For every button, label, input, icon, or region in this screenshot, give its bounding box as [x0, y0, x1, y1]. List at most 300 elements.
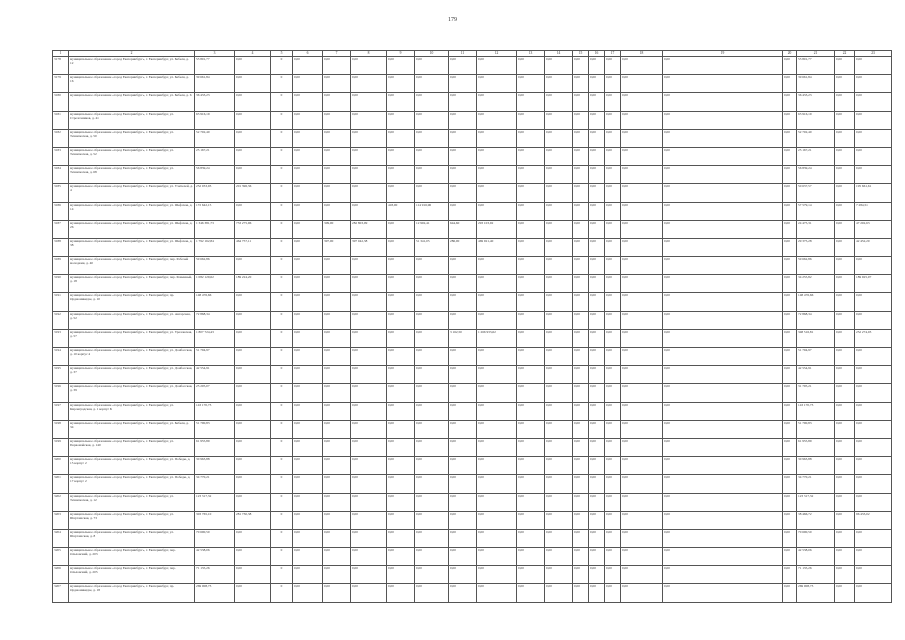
value-cell: 0,00 [235, 202, 271, 220]
value-cell: 0,00 [835, 329, 855, 347]
value-cell: 0,00 [573, 75, 589, 93]
value-cell: 397 042,38 [351, 238, 387, 256]
row-number: 3207 [53, 584, 69, 602]
value-cell: 0,00 [783, 548, 797, 566]
value-cell: 0,00 [589, 238, 605, 256]
value-cell: 0,00 [605, 566, 621, 584]
value-cell: 0,00 [477, 566, 517, 584]
table-row [53, 566, 892, 584]
address-cell: муниципальное образование «город Екатеринбург», г. Екатеринбург, ул. Ангарская, д. 52 [69, 311, 195, 329]
value-cell: 0,00 [605, 493, 621, 511]
value-cell: 0,00 [387, 220, 415, 238]
value-cell: 0,00 [783, 366, 797, 384]
value-cell: 0,00 [835, 184, 855, 202]
row-number: 3184 [53, 166, 69, 184]
value-cell: 418,00 [387, 202, 415, 220]
value-cell: 0,00 [235, 111, 271, 129]
page-number: 179 [448, 17, 457, 23]
value-cell: 0,00 [449, 475, 477, 493]
value-cell: 0,00 [351, 293, 387, 311]
row-number: 3204 [53, 529, 69, 547]
value-cell: 0,00 [855, 129, 892, 147]
value-cell: 469 921,40 [477, 238, 517, 256]
value-cell: 0,00 [387, 329, 415, 347]
value-cell: 0,00 [351, 493, 387, 511]
value-cell: 0,00 [573, 529, 589, 547]
table-row [53, 147, 892, 165]
value-cell: 0,00 [589, 257, 605, 275]
column-number: 7 [323, 51, 351, 57]
value-cell: 0,00 [783, 402, 797, 420]
value-cell: 0,00 [517, 384, 545, 402]
value-cell: 148 476,66 [195, 293, 235, 311]
value-cell: 50 637,57 [797, 184, 835, 202]
value-cell: 0,00 [621, 475, 663, 493]
value-cell: 0,00 [351, 566, 387, 584]
value-cell: 0,00 [351, 384, 387, 402]
row-number: 3183 [53, 147, 69, 165]
value-cell: 0,00 [621, 93, 663, 111]
value-cell: 0,00 [663, 475, 783, 493]
value-cell: 0,00 [323, 529, 351, 547]
value-cell: 0 [271, 511, 293, 529]
address-cell: муниципальное образование «город Екатеринбург», г. Екатеринбург, пер. Ольховский, д. 205 [69, 566, 195, 584]
value-cell: 0,00 [605, 584, 621, 602]
table-row [53, 329, 892, 347]
value-cell: 281 730,38 [235, 511, 271, 529]
table-row [53, 493, 892, 511]
value-cell: 0,00 [293, 184, 323, 202]
value-cell: 0,00 [517, 166, 545, 184]
value-cell: 0,00 [387, 384, 415, 402]
value-cell: 0,00 [449, 511, 477, 529]
value-cell: 0,00 [621, 366, 663, 384]
value-cell: 31 795,21 [797, 384, 835, 402]
value-cell: 0,00 [545, 584, 573, 602]
value-cell: 0,00 [235, 129, 271, 147]
value-cell: 0,00 [517, 93, 545, 111]
value-cell: 0,00 [387, 257, 415, 275]
value-cell: 0,00 [589, 566, 605, 584]
value-cell: 0,00 [855, 93, 892, 111]
value-cell: 34 255,82 [797, 275, 835, 293]
value-cell: 0 [271, 57, 293, 75]
value-cell: 0,00 [293, 438, 323, 456]
value-cell: 1 266 933,62 [477, 329, 517, 347]
value-cell: 0,00 [835, 402, 855, 420]
value-cell: 0,00 [293, 402, 323, 420]
table-row [53, 111, 892, 129]
value-cell: 0,00 [855, 166, 892, 184]
value-cell: 0,00 [663, 384, 783, 402]
value-cell: 0,00 [517, 475, 545, 493]
value-cell: 0,00 [449, 75, 477, 93]
column-number: 14 [545, 51, 573, 57]
value-cell: 0 [271, 311, 293, 329]
value-cell: 0,00 [415, 329, 449, 347]
value-cell: 0,00 [351, 129, 387, 147]
value-cell: 29 375,28 [797, 238, 835, 256]
value-cell: 0,00 [235, 420, 271, 438]
value-cell: 0,00 [351, 529, 387, 547]
value-cell: 0,00 [323, 548, 351, 566]
value-cell: 0,00 [573, 129, 589, 147]
value-cell: 0,00 [589, 147, 605, 165]
value-cell: 0,00 [783, 202, 797, 220]
value-cell: 0,00 [605, 202, 621, 220]
value-cell: 0,00 [589, 438, 605, 456]
value-cell: 0,00 [351, 257, 387, 275]
row-number: 3199 [53, 438, 69, 456]
value-cell: 0,00 [517, 311, 545, 329]
value-cell: 0,00 [517, 184, 545, 202]
value-cell: 0,00 [573, 402, 589, 420]
value-cell: 0,00 [783, 275, 797, 293]
value-cell: 0,00 [293, 202, 323, 220]
row-number: 3206 [53, 566, 69, 584]
value-cell: 0,00 [545, 384, 573, 402]
value-cell: 71 135,26 [797, 566, 835, 584]
value-cell: 0,00 [351, 57, 387, 75]
value-cell: 59 662,86 [797, 257, 835, 275]
value-cell: 0 [271, 348, 293, 366]
value-cell: 0,00 [589, 93, 605, 111]
value-cell: 189 925,07 [855, 275, 892, 293]
value-cell: 0,00 [415, 275, 449, 293]
value-cell: 0,00 [545, 348, 573, 366]
value-cell: 34 770,21 [195, 475, 235, 493]
value-cell: 0,00 [293, 566, 323, 584]
address-cell: муниципальное образование «город Екатеринбург», г. Екатеринбург, ул. Донбасская, д. 39 [69, 384, 195, 402]
value-cell: 0,00 [589, 75, 605, 93]
value-cell: 0,00 [573, 57, 589, 75]
value-cell: 0,00 [855, 475, 892, 493]
value-cell: 0,00 [605, 348, 621, 366]
value-cell: 72 868,34 [195, 311, 235, 329]
value-cell: 0,00 [477, 275, 517, 293]
value-cell: 0,00 [545, 202, 573, 220]
value-cell: 0,00 [415, 475, 449, 493]
value-cell: 0,00 [621, 166, 663, 184]
value-cell: 195 661,61 [855, 184, 892, 202]
row-number: 3198 [53, 420, 69, 438]
value-cell: 201 396,36 [235, 184, 271, 202]
column-number: 6 [293, 51, 323, 57]
value-cell: 0,00 [573, 366, 589, 384]
value-cell: 0,00 [545, 257, 573, 275]
value-cell: 0,00 [517, 566, 545, 584]
value-cell: 71 135,26 [195, 566, 235, 584]
value-cell: 42 538,06 [195, 548, 235, 566]
value-cell: 0,00 [663, 111, 783, 129]
value-cell: 0,00 [415, 129, 449, 147]
value-cell: 0,00 [835, 257, 855, 275]
value-cell: 0,00 [235, 366, 271, 384]
value-cell: 0,00 [855, 493, 892, 511]
value-cell: 0,00 [415, 293, 449, 311]
value-cell: 0,00 [293, 548, 323, 566]
value-cell: 0,00 [783, 329, 797, 347]
value-cell: 0,00 [449, 348, 477, 366]
table-row [53, 511, 892, 529]
table-row [53, 438, 892, 456]
value-cell: 0,00 [351, 329, 387, 347]
value-cell: 0,00 [351, 166, 387, 184]
table-row [53, 57, 892, 75]
address-cell: муниципальное образование «город Екатеринбург», г. Екатеринбург, ул. Шарташская, д. 73 [69, 511, 195, 529]
value-cell: 0,00 [517, 75, 545, 93]
value-cell: 0,00 [663, 275, 783, 293]
value-cell: 56 839,24 [195, 166, 235, 184]
value-cell: 0,00 [605, 293, 621, 311]
value-cell: 61 955,89 [195, 438, 235, 456]
value-cell: 0,00 [387, 420, 415, 438]
value-cell: 0,00 [589, 202, 605, 220]
value-cell: 0,00 [621, 384, 663, 402]
value-cell: 0,00 [323, 420, 351, 438]
value-cell: 0,00 [835, 420, 855, 438]
value-cell: 0 [271, 529, 293, 547]
value-cell: 70 690,50 [797, 529, 835, 547]
value-cell: 0,00 [663, 548, 783, 566]
table-row [53, 275, 892, 293]
value-cell: 0,00 [663, 293, 783, 311]
value-cell: 0,00 [621, 57, 663, 75]
value-cell: 53 801,77 [797, 57, 835, 75]
value-cell: 25 205,07 [195, 384, 235, 402]
value-cell: 0,00 [323, 257, 351, 275]
value-cell: 0,00 [235, 584, 271, 602]
value-cell: 0,00 [589, 384, 605, 402]
value-cell: 0,00 [293, 311, 323, 329]
column-number: 5 [271, 51, 293, 57]
table-row [53, 529, 892, 547]
value-cell: 0 [271, 202, 293, 220]
row-number: 3180 [53, 93, 69, 111]
value-cell: 0,00 [545, 366, 573, 384]
value-cell: 0,00 [589, 475, 605, 493]
value-cell: 59 662,86 [195, 257, 235, 275]
value-cell: 0,00 [783, 475, 797, 493]
value-cell: 0,00 [605, 111, 621, 129]
value-cell: 0,00 [387, 184, 415, 202]
value-cell: 0,00 [783, 529, 797, 547]
value-cell: 0,00 [415, 57, 449, 75]
address-cell: муниципальное образование «город Екатеринбург», г. Екатеринбург, ул. Учителей, д. 4 [69, 184, 195, 202]
column-number: 20 [783, 51, 797, 57]
value-cell: 0,00 [589, 166, 605, 184]
value-cell: 0,00 [621, 202, 663, 220]
value-cell: 0,00 [415, 457, 449, 475]
value-cell: 0,00 [589, 529, 605, 547]
value-cell: 0,00 [293, 384, 323, 402]
value-cell: 143 170,73 [195, 402, 235, 420]
value-cell: 0,00 [323, 111, 351, 129]
value-cell: 0,00 [387, 57, 415, 75]
value-cell: 0,00 [323, 493, 351, 511]
value-cell: 0,00 [449, 202, 477, 220]
address-cell: муниципальное образование «город Екатеринбург», г. Екатеринбург, ул. Техническая, д. 68 [69, 166, 195, 184]
value-cell: 0,00 [387, 366, 415, 384]
address-cell: муниципальное образование «город Екатеринбург», г. Екатеринбург, ул. Бебеля, д. 16 [69, 75, 195, 93]
address-cell: муниципальное образование «город Екатеринбург», г. Екатеринбург, ул. Донбасская, д. 37 [69, 366, 195, 384]
value-cell: 42 554,91 [195, 366, 235, 384]
value-cell: 0,00 [449, 438, 477, 456]
value-cell: 52 702,40 [797, 129, 835, 147]
value-cell: 309,00 [323, 220, 351, 238]
value-cell: 0,00 [387, 493, 415, 511]
value-cell: 286,00 [449, 238, 477, 256]
table-row [53, 166, 892, 184]
value-cell: 0,00 [783, 184, 797, 202]
value-cell: 0 [271, 129, 293, 147]
value-cell: 12 902,41 [415, 220, 449, 238]
table-row [53, 257, 892, 275]
value-cell: 51 794,97 [797, 348, 835, 366]
value-cell: 0,00 [589, 420, 605, 438]
value-cell: 0,00 [293, 511, 323, 529]
value-cell: 0,00 [621, 511, 663, 529]
row-number: 3187 [53, 220, 69, 238]
value-cell: 0,00 [621, 566, 663, 584]
address-cell: муниципальное образование «город Екатеринбург», г. Екатеринбург, ул. Стрелочников, д. 41 [69, 111, 195, 129]
value-cell: 114 916,96 [415, 202, 449, 220]
value-cell: 1 082 129,62 [195, 275, 235, 293]
value-cell: 0,00 [545, 511, 573, 529]
value-cell: 0,00 [589, 111, 605, 129]
value-cell: 0,00 [855, 566, 892, 584]
value-cell: 0,00 [477, 548, 517, 566]
value-cell: 0,00 [449, 111, 477, 129]
value-cell: 1 346 381,73 [195, 220, 235, 238]
value-cell: 0,00 [605, 529, 621, 547]
value-cell: 30 963,88 [797, 457, 835, 475]
table-row [53, 475, 892, 493]
value-cell: 0,00 [387, 402, 415, 420]
report-table-container [52, 50, 875, 603]
value-cell: 0,00 [415, 311, 449, 329]
table-row [53, 75, 892, 93]
value-cell: 0,00 [323, 202, 351, 220]
value-cell: 0,00 [545, 220, 573, 238]
value-cell: 189 224,20 [235, 275, 271, 293]
value-cell: 0,00 [477, 529, 517, 547]
value-cell: 36 433,23 [195, 93, 235, 111]
value-cell: 0,00 [589, 457, 605, 475]
value-cell: 0,00 [545, 438, 573, 456]
value-cell: 0,00 [449, 402, 477, 420]
value-cell: 0,00 [387, 275, 415, 293]
value-cell: 0,00 [855, 311, 892, 329]
value-cell: 0,00 [351, 202, 387, 220]
value-cell: 0,00 [387, 238, 415, 256]
value-cell: 0,00 [605, 457, 621, 475]
value-cell: 0,00 [663, 529, 783, 547]
value-cell: 0,00 [517, 420, 545, 438]
value-cell: 0 [271, 384, 293, 402]
value-cell: 0,00 [573, 166, 589, 184]
value-cell: 0,00 [323, 329, 351, 347]
row-number: 3203 [53, 511, 69, 529]
value-cell: 0,00 [545, 493, 573, 511]
value-cell: 0 [271, 420, 293, 438]
value-cell: 0,00 [663, 75, 783, 93]
value-cell: 0,00 [387, 584, 415, 602]
value-cell: 56 839,24 [797, 166, 835, 184]
value-cell: 0,00 [235, 57, 271, 75]
value-cell: 0,00 [293, 238, 323, 256]
value-cell: 0,00 [449, 257, 477, 275]
value-cell: 0,00 [293, 111, 323, 129]
value-cell: 0,00 [449, 166, 477, 184]
value-cell: 0,00 [449, 147, 477, 165]
column-number: 16 [589, 51, 605, 57]
value-cell: 0,00 [783, 311, 797, 329]
value-cell: 0,00 [415, 75, 449, 93]
value-cell: 0,00 [293, 57, 323, 75]
value-cell: 252 274,03 [855, 329, 892, 347]
value-cell: 0,00 [855, 111, 892, 129]
value-cell: 0,00 [589, 548, 605, 566]
value-cell: 0 [271, 366, 293, 384]
value-cell: 0,00 [663, 93, 783, 111]
table-row [53, 311, 892, 329]
value-cell: 0,00 [449, 311, 477, 329]
value-cell: 0,00 [605, 402, 621, 420]
value-cell: 0,00 [477, 366, 517, 384]
value-cell: 0,00 [449, 584, 477, 602]
value-cell: 0,00 [293, 75, 323, 93]
value-cell: 0,00 [573, 548, 589, 566]
value-cell: 0,00 [235, 329, 271, 347]
value-cell: 0,00 [415, 257, 449, 275]
value-cell: 0 [271, 257, 293, 275]
value-cell: 0,00 [783, 384, 797, 402]
value-cell: 464 757,11 [235, 238, 271, 256]
value-cell: 0 [271, 275, 293, 293]
table-row [53, 293, 892, 311]
value-cell: 0,00 [663, 238, 783, 256]
value-cell: 39 661,84 [797, 75, 835, 93]
value-cell: 0,00 [517, 584, 545, 602]
table-row [53, 584, 892, 602]
address-cell: муниципальное образование «город Екатеринбург», г. Екатеринбург, ул. Шарташская, д. 8 [69, 529, 195, 547]
value-cell: 0,00 [589, 511, 605, 529]
value-cell: 0,00 [387, 93, 415, 111]
value-cell: 0,00 [783, 511, 797, 529]
row-number: 3200 [53, 457, 69, 475]
address-cell: муниципальное образование «город Екатеринбург», г. Екатеринбург, ул. Бебеля, д. 6 [69, 93, 195, 111]
value-cell: 0,00 [293, 257, 323, 275]
table-row [53, 348, 892, 366]
value-cell: 0,00 [517, 275, 545, 293]
value-cell: 0,00 [621, 147, 663, 165]
value-cell: 0,00 [605, 129, 621, 147]
value-cell: 0,00 [783, 257, 797, 275]
value-cell: 0,00 [415, 548, 449, 566]
value-cell: 0,00 [783, 348, 797, 366]
value-cell: 0,00 [589, 493, 605, 511]
column-number: 10 [415, 51, 449, 57]
value-cell: 0,00 [517, 548, 545, 566]
row-number: 3186 [53, 202, 69, 220]
value-cell: 0,00 [573, 420, 589, 438]
table-row [53, 220, 892, 238]
value-cell: 0,00 [605, 57, 621, 75]
value-cell: 0,00 [573, 438, 589, 456]
value-cell: 0,00 [387, 457, 415, 475]
value-cell: 0,00 [605, 147, 621, 165]
